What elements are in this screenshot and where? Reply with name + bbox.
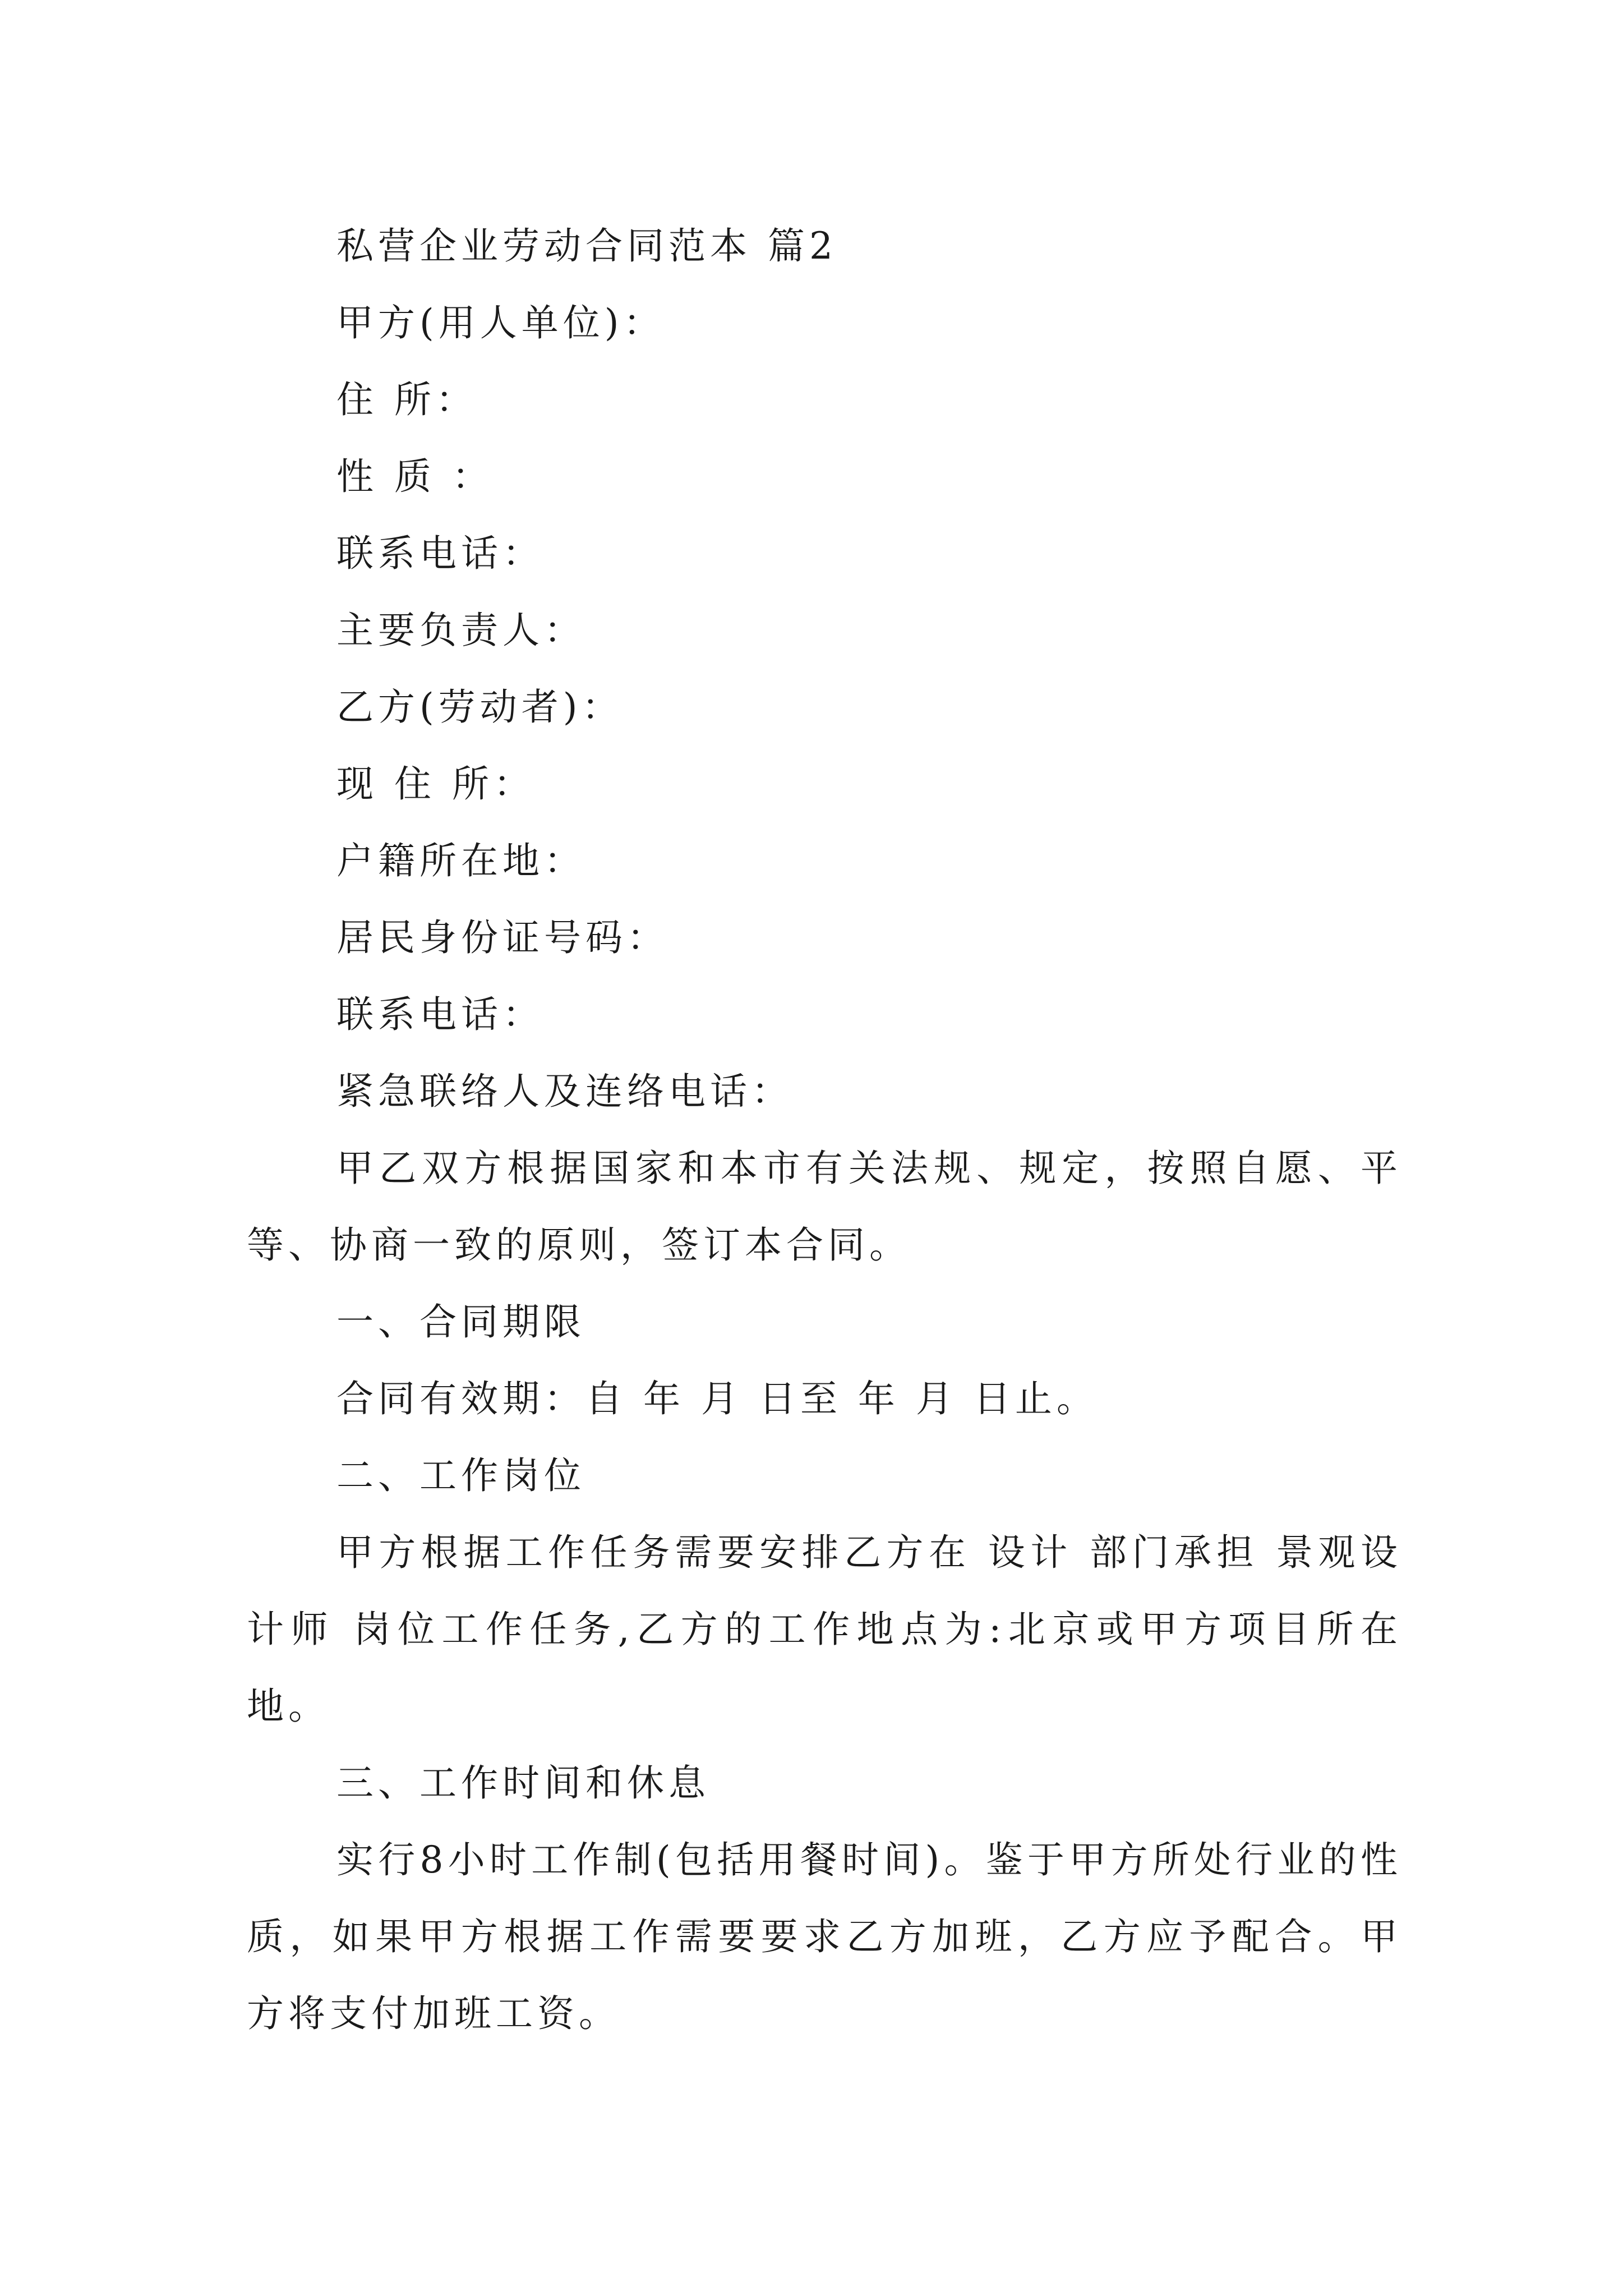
document-body <box>247 208 1402 2052</box>
party-b-id-number: 居民身份证号码： <box>336 916 668 959</box>
section-3-heading: 三、工作时间和休息 <box>336 1761 710 1805</box>
section-1-text: 合同有效期：自 年 月 日至 年 月 日止。 <box>336 1377 1098 1420</box>
intro-paragraph: 甲乙双方根据国家和本市有关法规、规定，按照自愿、平等、协商一致的原则，签订本合同。 <box>247 1147 1402 1267</box>
document-title: 私营企业劳动合同范本 篇2 <box>336 224 837 268</box>
party-a-label: 甲方(用人单位)： <box>336 301 665 344</box>
section-3-text: 实行8小时工作制(包括用餐时间)。鉴于甲方所处行业的性质，如果甲方根据工作需要要求乙方加班，乙方应予配合。甲方将支付加班工资。 <box>247 1838 1402 2035</box>
party-b-address: 现 住 所： <box>336 762 535 806</box>
section-1-heading: 一、合同期限 <box>336 1300 585 1343</box>
section-2-text: 甲方根据工作任务需要安排乙方在 设计 部门承担 景观设计师 岗位工作任务,乙方的工作地点为:北京或甲方项目所在地。 <box>247 1531 1402 1728</box>
section-2-heading: 二、工作岗位 <box>336 1454 585 1497</box>
party-b-phone: 联系电话： <box>336 993 544 1036</box>
party-a-nature: 性 质 ： <box>336 455 494 498</box>
party-a-phone: 联系电话： <box>336 532 544 575</box>
party-a-address: 住 所： <box>336 378 477 421</box>
party-b-label: 乙方(劳动者)： <box>336 685 624 729</box>
party-b-emergency-contact: 紧急联络人及连络电话： <box>336 1070 793 1113</box>
party-b-household: 户籍所在地： <box>336 839 585 882</box>
party-a-head: 主要负责人： <box>336 609 585 652</box>
